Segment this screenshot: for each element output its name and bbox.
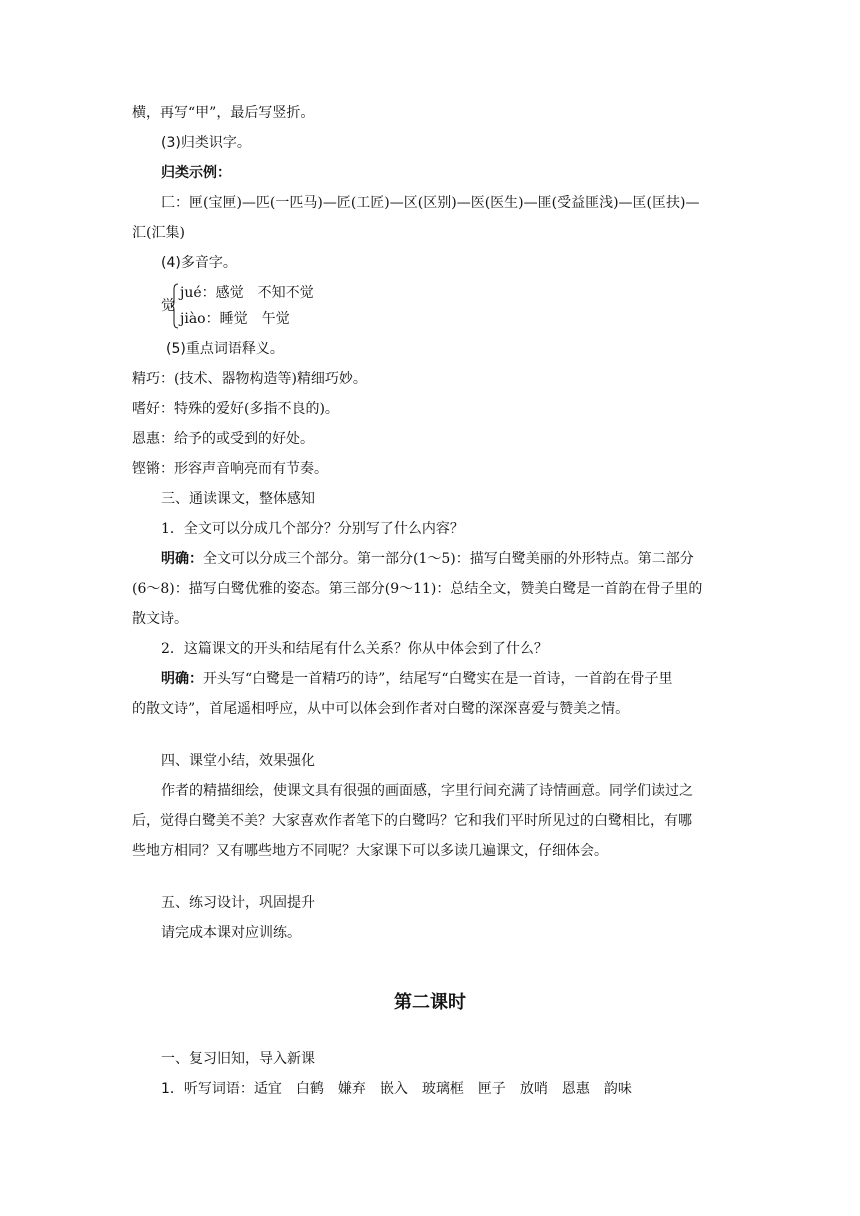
- dictation-line: 1．听写词语：适宜 白鹤 嫌弃 嵌入 玻璃框 匣子 放哨 恩惠 韵味: [161, 1081, 632, 1097]
- text-line: 横，再写“甲”，最后写竖折。: [132, 105, 315, 121]
- question: 1．全文可以分成几个部分？分别写了什么内容？: [161, 521, 464, 537]
- text-line: 汇(汇集): [132, 225, 185, 241]
- text-line: 的散文诗”，首尾遥相呼应，从中可以体会到作者对白鹭的深深喜爱与赞美之情。: [132, 701, 630, 717]
- answer-line: [161, 669, 672, 689]
- lesson-title: 第二课时: [394, 992, 466, 1013]
- text-line: (6～8)：描写白鹭优雅的姿态。第三部分(9～11)：总结全文，赞美白鹭是一首韵在骨子里的: [132, 581, 703, 597]
- polyphone-reading: jué：感觉 不知不觉: [180, 285, 314, 301]
- question: 2．这篇课文的开头和结尾有什么关系？你从中体会到了什么？: [161, 641, 548, 657]
- text-line: 作者的精描细绘，使课文具有很强的画面感，字里行间充满了诗情画意。同学们读过之: [161, 783, 693, 799]
- answer-line: [161, 549, 694, 569]
- text-line: 匚：匣(宝匣)—匹(一匹马)—匠(工匠)—区(区别)—医(医生)—匪(受益匪浅)—匡(匡扶)—: [161, 195, 700, 211]
- answer-text: 全文可以分成三个部分。第一部分(1～5)：描写白鹭美丽的外形特点。第二部分: [203, 551, 694, 567]
- text-line: 恩惠：给予的或受到的好处。: [132, 431, 314, 447]
- text-line: (3)归类识字。: [161, 135, 251, 151]
- answer-label: 明确：: [161, 551, 203, 567]
- text-line: 散文诗。: [132, 611, 188, 627]
- text-line: 铿锵：形容声音响亮而有节奏。: [132, 461, 328, 477]
- section-heading: 三、通读课文，整体感知: [161, 491, 315, 507]
- text-line: (5)重点词语释义。: [166, 341, 284, 357]
- text-line: (4)多音字。: [161, 255, 237, 271]
- section-heading: 五、练习设计，巩固提升: [161, 895, 315, 911]
- brace-icon: [171, 283, 179, 329]
- section-heading: 四、课堂小结，效果强化: [161, 753, 315, 769]
- polyphone-char: 觉: [161, 298, 175, 314]
- text-line: 些地方相同？又有哪些地方不同呢？大家课下可以多读几遍课文，仔细体会。: [132, 843, 608, 859]
- answer-label: 明确：: [161, 671, 203, 687]
- polyphone-reading: jiào：睡觉 午觉: [180, 311, 290, 327]
- text-line: 后，觉得白鹭美不美？大家喜欢作者笔下的白鹭吗？它和我们平时所见过的白鹭相比，有哪: [132, 813, 692, 829]
- section-label: 归类示例：: [161, 165, 231, 181]
- text-line: 请完成本课对应训练。: [161, 925, 301, 941]
- text-line: 精巧：(技术、器物构造等)精细巧妙。: [132, 371, 367, 387]
- section-heading: 一、复习旧知，导入新课: [161, 1051, 315, 1067]
- text-line: 嗜好：特殊的爱好(多指不良的)。: [132, 401, 339, 417]
- answer-text: 开头写“白鹭是一首精巧的诗”，结尾写“白鹭实在是一首诗，一首韵在骨子里: [203, 671, 673, 687]
